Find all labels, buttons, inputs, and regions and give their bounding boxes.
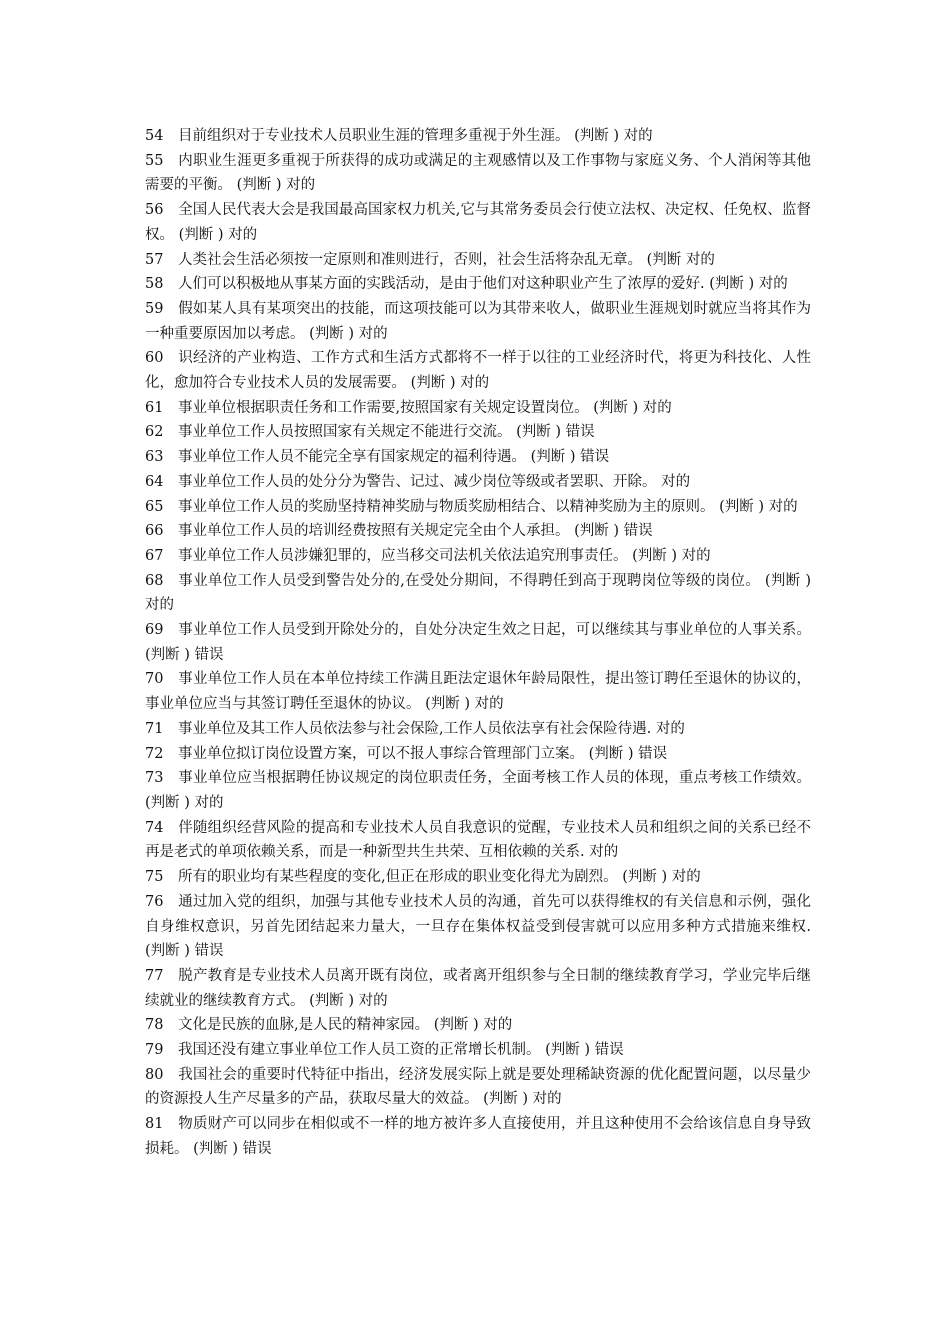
question-item xyxy=(145,742,811,767)
question-item xyxy=(145,1013,811,1038)
question-number: 75 xyxy=(145,869,164,886)
question-number: 55 xyxy=(145,152,164,169)
question-number: 57 xyxy=(145,251,164,268)
question-number: 62 xyxy=(145,424,164,441)
question-text: 事业单位工作人员的培训经费按照有关规定完全由个人承担。 (判断 ) 错误 xyxy=(178,523,653,540)
question-item xyxy=(145,1038,811,1063)
question-text: 识经济的产业构造、工作方式和生活方式都将不一样于以往的工业经济时代，将更为科技化、人性化，愈加符合专业技术人员的发展需要。 (判断 ) 对的 xyxy=(145,350,811,392)
question-item xyxy=(145,964,811,1013)
question-number: 80 xyxy=(145,1066,164,1083)
question-item xyxy=(145,470,811,495)
question-text: 目前组织对于专业技术人员职业生涯的管理多重视于外生涯。 (判断 ) 对的 xyxy=(178,128,653,144)
question-item xyxy=(145,766,811,815)
question-item xyxy=(145,667,811,716)
question-item xyxy=(145,865,811,890)
question-number: 74 xyxy=(145,819,164,836)
question-number: 59 xyxy=(145,300,164,317)
question-number: 71 xyxy=(145,720,164,737)
question-number: 61 xyxy=(145,399,164,416)
question-item xyxy=(145,717,811,742)
question-text: 我国社会的重要时代特征中指出，经济发展实际上就是要处理稀缺资源的优化配置问题，以尽量少的资源投人生产尽量多的产品，获取尽量大的效益。 (判断 ) 对的 xyxy=(145,1066,811,1108)
question-item xyxy=(145,495,811,520)
question-text: 物质财产可以同步在相似或不一样的地方被许多人直接使用，并且这种使用不会给该信息自身导致损耗。 (判断 ) 错误 xyxy=(145,1116,811,1157)
question-number: 56 xyxy=(145,202,164,219)
question-item xyxy=(145,346,811,395)
question-item xyxy=(145,124,811,149)
question-number: 65 xyxy=(145,498,164,515)
question-item xyxy=(145,816,811,865)
question-text: 人类社会生活必须按一定原则和准则进行，否则，社会生活将杂乱无章。 (判断 对的 xyxy=(178,251,715,268)
question-text: 事业单位工作人员受到开除处分的，自处分决定生效之日起，可以继续其与事业单位的人事关系。 (判断 ) 错误 xyxy=(145,622,811,663)
question-number: 69 xyxy=(145,622,164,639)
question-item xyxy=(145,396,811,421)
question-text: 事业单位工作人员的处分分为警告、记过、减少岗位等级或者罢职、开除。 对的 xyxy=(178,473,691,490)
question-text: 我国还没有建立事业单位工作人员工资的正常增长机制。 (判断 ) 错误 xyxy=(178,1042,624,1059)
question-text: 人们可以积极地从事某方面的实践活动，是由于他们对这种职业产生了浓厚的爱好. (判断 ) 对的 xyxy=(178,276,788,293)
question-text: 事业单位工作人员的奖励坚持精神奖励与物质奖励相结合、以精神奖励为主的原则。 (判断 ) 对的 xyxy=(178,498,798,515)
question-number: 81 xyxy=(145,1116,164,1133)
question-item xyxy=(145,569,811,618)
question-text: 事业单位根据职责任务和工作需要,按照国家有关规定设置岗位。 (判断 ) 对的 xyxy=(178,399,672,416)
question-text: 假如某人具有某项突出的技能，而这项技能可以为其带来收人，做职业生涯规划时就应当将其作为一种重要原因加以考虑。 (判断 ) 对的 xyxy=(145,300,811,342)
question-item xyxy=(145,149,811,198)
question-number: 66 xyxy=(145,523,164,540)
question-number: 72 xyxy=(145,745,164,762)
question-item xyxy=(145,272,811,297)
question-number: 77 xyxy=(145,967,164,984)
question-text: 伴随组织经营风险的提高和专业技术人员自我意识的觉醒，专业技术人员和组织之间的关系已经不再是老式的单项依赖关系，而是一种新型共生共荣、互相依赖的关系. 对的 xyxy=(145,819,811,861)
question-item xyxy=(145,420,811,445)
question-item xyxy=(145,445,811,470)
question-text: 内职业生涯更多重视于所获得的成功或满足的主观感情以及工作事物与家庭义务、个人消闲等其他需要的平衡。 (判断 ) 对的 xyxy=(145,152,811,194)
question-number: 60 xyxy=(145,350,164,367)
question-number: 58 xyxy=(145,276,164,293)
question-item xyxy=(145,198,811,247)
question-text: 事业单位工作人员不能完全享有国家规定的福利待遇。 (判断 ) 错误 xyxy=(178,449,610,466)
question-number: 54 xyxy=(145,128,164,144)
question-text: 事业单位及其工作人员依法参与社会保险,工作人员依法享有社会保险待遇. 对的 xyxy=(178,720,685,737)
question-text: 文化是民族的血脉,是人民的精神家园。 (判断 ) 对的 xyxy=(178,1017,513,1034)
question-number: 79 xyxy=(145,1042,164,1059)
question-item xyxy=(145,890,811,964)
question-text: 全国人民代表大会是我国最高国家权力机关,它与其常务委员会行使立法权、决定权、任免权、监督权。 (判断 ) 对的 xyxy=(145,202,811,243)
question-number: 78 xyxy=(145,1017,164,1034)
question-text: 脱产教育是专业技术人员离开既有岗位，或者离开组织参与全日制的继续教育学习，学业完毕后继续就业的继续教育方式。 (判断 ) 对的 xyxy=(145,967,811,1009)
question-item xyxy=(145,519,811,544)
question-number: 64 xyxy=(145,473,164,490)
question-number: 70 xyxy=(145,671,164,688)
question-number: 68 xyxy=(145,572,164,589)
question-item xyxy=(145,1112,811,1161)
question-item xyxy=(145,544,811,569)
question-text: 事业单位工作人员按照国家有关规定不能进行交流。 (判断 ) 错误 xyxy=(178,424,595,441)
question-number: 76 xyxy=(145,893,164,910)
question-text: 事业单位拟订岗位设置方案，可以不报人事综合管理部门立案。 (判断 ) 错误 xyxy=(178,745,668,762)
question-text: 事业单位工作人员受到警告处分的,在受处分期间，不得聘任到高于现聘岗位等级的岗位。 (判断 ) 对的 xyxy=(145,572,811,614)
question-number: 67 xyxy=(145,547,164,564)
question-text: 所有的职业均有某些程度的变化,但正在形成的职业变化得尤为剧烈。 (判断 ) 对的 xyxy=(178,869,701,886)
question-item xyxy=(145,618,811,667)
question-text: 事业单位工作人员涉嫌犯罪的，应当移交司法机关依法追究刑事责任。 (判断 ) 对的 xyxy=(178,547,711,564)
question-number: 63 xyxy=(145,449,164,466)
question-number: 73 xyxy=(145,770,164,787)
question-item xyxy=(145,297,811,346)
document-page xyxy=(145,124,811,1162)
question-text: 事业单位应当根据聘任协议规定的岗位职责任务，全面考核工作人员的体现，重点考核工作绩效。 (判断 ) 对的 xyxy=(145,770,811,811)
question-item xyxy=(145,248,811,273)
question-text: 事业单位工作人员在本单位持续工作满且距法定退休年龄局限性，提出签订聘任至退休的协议的，事业单位应当与其签订聘任至退休的协议。 (判断 ) 对的 xyxy=(145,671,811,713)
question-item xyxy=(145,1063,811,1112)
question-text: 通过加入党的组织，加强与其他专业技术人员的沟通，首先可以获得维权的有关信息和示例，强化自身维权意识，另首先团结起来力量大，一旦存在集体权益受到侵害就可以应用多种方式措施来维权. (判断 ) 错误 xyxy=(145,893,811,960)
